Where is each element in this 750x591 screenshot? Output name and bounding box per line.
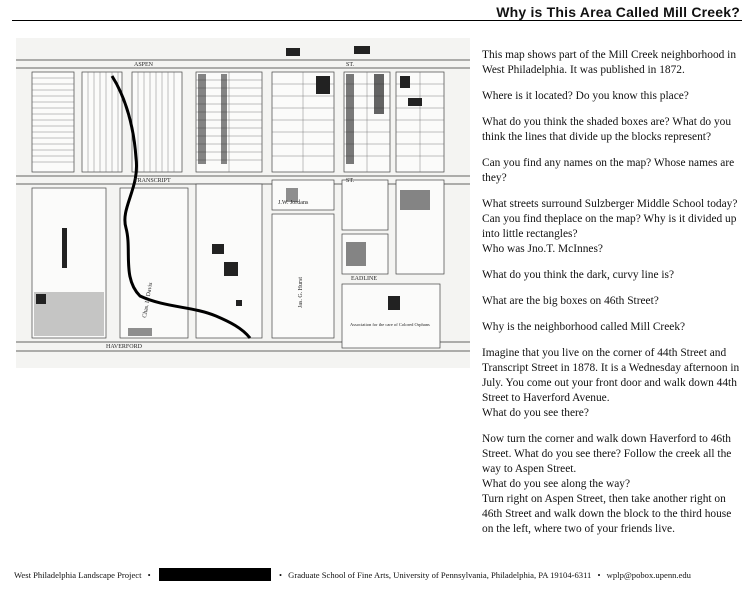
map-label-davis: Chas. L. Davis — [142, 282, 155, 319]
paragraph-shaded: What do you think the shaded boxes are? What do you think the lines that divide up the blocks represent? — [482, 116, 732, 143]
redaction-bar — [159, 568, 271, 581]
paragraph-what-see: What do you see there? — [482, 407, 589, 419]
footer-bullet-3: • — [597, 569, 601, 580]
map-label-jordans: J.W. Jordans — [278, 200, 309, 206]
map-label-transcript-st: ST. — [346, 178, 355, 184]
footer — [14, 568, 691, 581]
map-label-eadline: EADLINE — [351, 276, 377, 282]
paragraph-imagine: Imagine that you live on the corner of 44th Street and Transcript Street in 1878. It is a Wednesday afternoon in July. You come out your front door and walk down 44th Street to Haverford Avenue. — [482, 347, 740, 404]
paragraph-names: Can you find any names on the map? Whose names are they? — [482, 157, 735, 184]
paragraph-mill-creek: Why is the neighborhood called Mill Creek? — [482, 321, 686, 333]
map-label-transcript: TRANSCRIPT — [134, 178, 171, 184]
page-title: Why is This Area Called Mill Creek? — [496, 4, 740, 20]
footer-bullet-1: • — [147, 569, 151, 580]
map-label-asylum: Association for the care of Colored Orphans — [350, 322, 430, 327]
paragraph-intro: This map shows part of the Mill Creek neighborhood in West Philadelphia. It was published in 1872. — [482, 49, 737, 76]
paragraph-streets: What streets surround Sulzberger Middle School today? Can you find theplace on the map? Why is it divided up into little rectangles? — [482, 198, 738, 240]
paragraph-big-boxes: What are the big boxes on 46th Street? — [482, 295, 659, 307]
paragraph-location: Where is it located? Do you know this place? — [482, 90, 689, 102]
map-label-aspen-st: ST. — [346, 62, 355, 68]
map-label-hurst: Jas. G. Hurst — [298, 277, 304, 308]
footer-project: West Philadelphia Landscape Project — [14, 569, 142, 580]
title-rule — [12, 20, 742, 21]
paragraph-turn-corner: Now turn the corner and walk down Haverford to 46th Street. What do you see there? Follow the creek all the way to Aspen Street. — [482, 433, 732, 475]
paragraph-friends: Turn right on Aspen Street, then take another right on 46th Street and walk down the block to the third house on the left, where two of your friends live. — [482, 493, 732, 535]
question-column — [482, 48, 744, 548]
footer-school: Graduate School of Fine Arts, University of Pennsylvania, Philadelphia, PA 19104-6311 — [288, 569, 592, 580]
paragraph-curvy-line: What do you think the dark, curvy line is? — [482, 269, 675, 281]
map-label-aspen: ASPEN — [134, 62, 154, 68]
footer-bullet-2: • — [278, 569, 282, 580]
historic-map — [16, 38, 470, 368]
paragraph-along-way: What do you see along the way? — [482, 478, 631, 490]
footer-email[interactable]: wplp@pobox.upenn.edu — [606, 569, 691, 580]
map-label-haverford: HAVERFORD — [106, 344, 142, 350]
paragraph-mcinnes: Who was Jno.T. McInnes? — [482, 243, 603, 255]
